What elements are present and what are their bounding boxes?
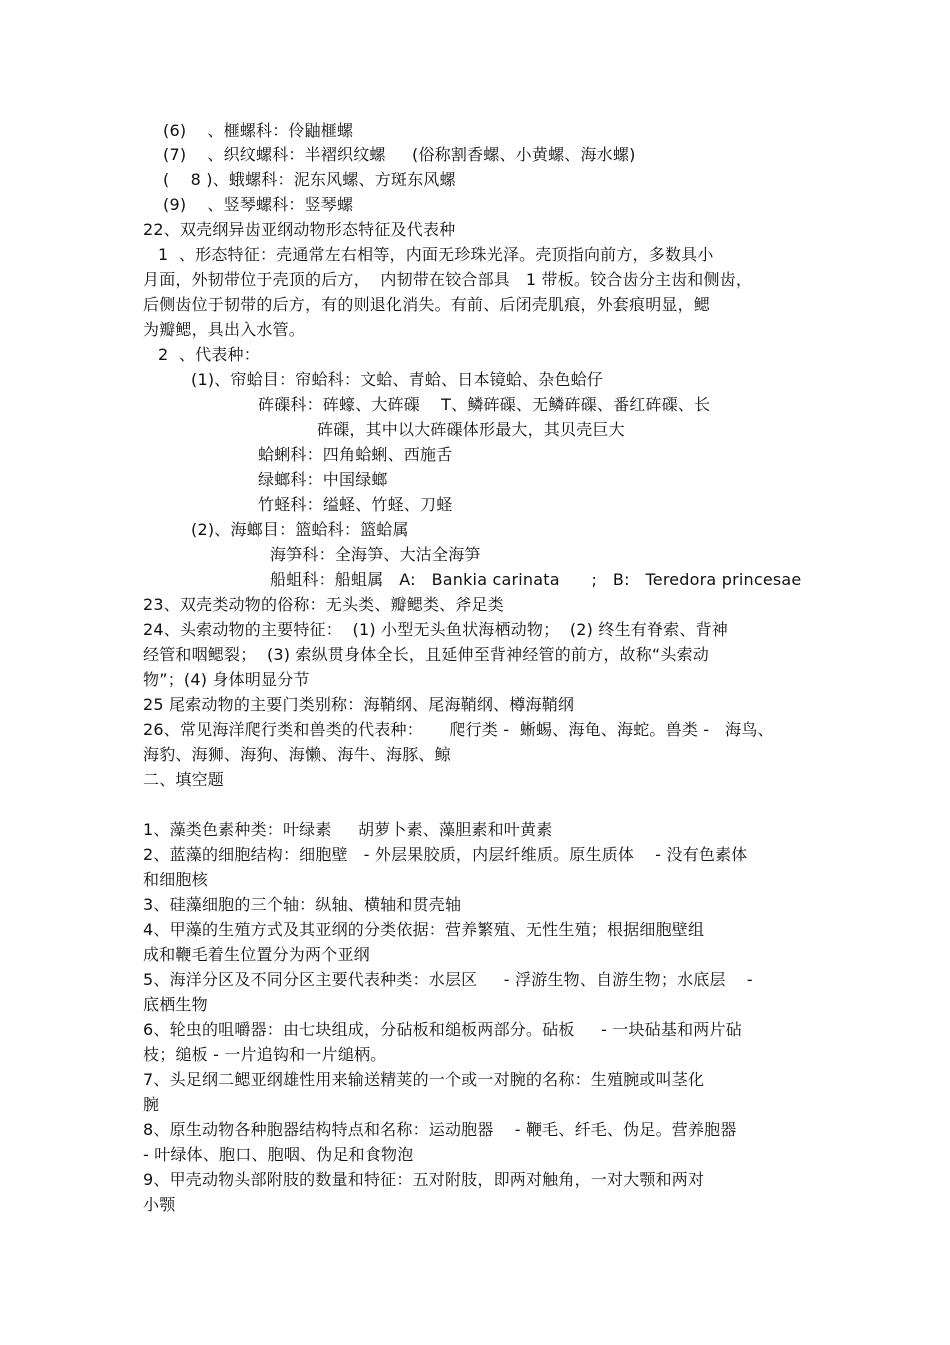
question-line: 3、硅藻细胞的三个轴：纵轴、横轴和贯壳轴 [143, 895, 462, 914]
text-line: 腕 [143, 1095, 160, 1114]
section-heading: 26、常见海洋爬行类和兽类的代表种： 爬行类 - 蜥蜴、海龟、海蛇。兽类 - 海鸟、 [143, 720, 774, 739]
section-heading: 25 尾索动物的主要门类别称：海鞘纲、尾海鞘纲、樽海鞘纲 [143, 695, 575, 714]
section-heading: 24、头索动物的主要特征： (1) 小型无头鱼状海栖动物； (2) 终生有脊索、背神 [143, 620, 729, 639]
question-line: 6、轮虫的咀嚼器：由七块组成，分砧板和缒板两部分。砧板 - 一块砧基和两片砧 [143, 1020, 742, 1039]
text-line: 海豹、海狮、海狗、海懒、海牛、海豚、鲸 [143, 745, 451, 764]
text-line: - 叶绿体、胞口、胞咽、伪足和食物泡 [143, 1145, 414, 1164]
question-line: 8、原生动物各种胞器结构特点和名称：运动胞器 - 鞭毛、纤毛、伪足。营养胞器 [143, 1120, 737, 1139]
text-line: 成和鞭毛着生位置分为两个亚纲 [143, 945, 370, 964]
question-line: 2、蓝藻的细胞结构：细胞壁 - 外层果胶质，内层纤维质。原生质体 - 没有色素体 [143, 845, 748, 864]
question-line: 9、甲壳动物头部附肢的数量和特征：五对附肢，即两对触角，一对大颚和两对 [143, 1170, 705, 1189]
text-line: 砗磲，其中以大砗磲体形最大，其贝壳巨大 [317, 420, 625, 439]
section-heading: 23、双壳类动物的俗称：无头类、瓣鳃类、斧足类 [143, 595, 504, 614]
text-line: 绿螂科：中国绿螂 [258, 470, 388, 489]
text-line: (2)、海螂目：篮蛤科：篮蛤属 [191, 520, 409, 539]
text-line: 2 、代表种： [158, 345, 260, 364]
text-line: 海笋科：全海笋、大沽全海笋 [270, 545, 481, 564]
text-line: (9) 、竖琴螺科：竖琴螺 [163, 195, 354, 214]
text-line: 底栖生物 [143, 995, 208, 1014]
text-line: ( 8 )、蛾螺科：泥东风螺、方斑东风螺 [163, 170, 456, 189]
question-line: 4、甲藻的生殖方式及其亚纲的分类依据：营养繁殖、无性生殖；根据细胞壁组 [143, 920, 705, 939]
text-line: (6) 、榧螺科：伶鼬榧螺 [163, 121, 354, 140]
section-heading: 22、双壳纲异齿亚纲动物形态特征及代表种 [143, 220, 456, 239]
text-line: 和细胞核 [143, 870, 208, 889]
text-line: 物”；(4) 身体明显分节 [143, 670, 310, 689]
text-line: 经管和咽鳃裂； (3) 索纵贯身体全长，且延伸至背神经管的前方，故称“头索动 [143, 645, 710, 664]
text-line: (1)、帘蛤目：帘蛤科：文蛤、青蛤、日本镜蛤、杂色蛤仔 [191, 370, 604, 389]
text-line: (7) 、织纹螺科：半褶织纹螺 (俗称割香螺、小黄螺、海水螺) [163, 145, 636, 164]
text-line: 枝；缒板 - 一片追钩和一片缒柄。 [143, 1045, 387, 1064]
text-line: 竹蛏科：缢蛏、竹蛏、刀蛏 [258, 495, 453, 514]
text-line: 蛤蜊科：四角蛤蜊、西施舌 [258, 445, 453, 464]
text-line: 月面，外韧带位于壳顶的后方， 内韧带在铰合部具 1 带板。铰合齿分主齿和侧齿， [143, 270, 753, 289]
section-title: 二、填空题 [143, 770, 225, 789]
question-line: 1、藻类色素种类：叶绿素 胡萝卜素、藻胆素和叶黄素 [143, 820, 553, 839]
text-line: 船蛆科：船蛆属 A: Bankia carinata ; B: Teredora princesae [270, 570, 802, 589]
text-line: 后侧齿位于韧带的后方，有的则退化消失。有前、后闭壳肌痕，外套痕明显，鳃 [143, 295, 711, 314]
text-line: 砗磲科：砗蠔、大砗磲 T、鳞砗磲、无鳞砗磲、番红砗磲、长 [258, 395, 711, 414]
question-line: 7、头足纲二鳃亚纲雄性用来输送精荚的一个或一对腕的名称：生殖腕或叫茎化 [143, 1070, 705, 1089]
question-line: 5、海洋分区及不同分区主要代表种类：水层区 - 浮游生物、自游生物；水底层 - [143, 970, 753, 989]
text-line: 1 、形态特征：壳通常左右相等，内面无珍珠光泽。壳顶指向前方，多数具小 [158, 245, 714, 264]
text-line: 为瓣鳃，具出入水管。 [143, 320, 306, 339]
text-line: 小颚 [143, 1195, 176, 1214]
